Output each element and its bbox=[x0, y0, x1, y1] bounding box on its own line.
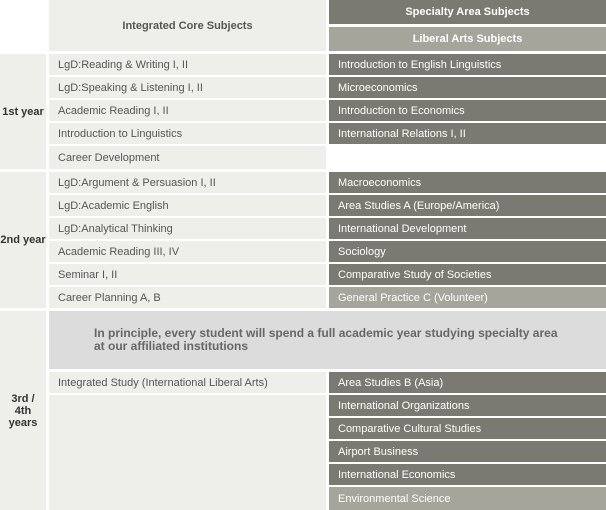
core-subject: Academic Reading I, II bbox=[49, 100, 326, 121]
header-integrated-core-label: Integrated Core Subjects bbox=[122, 19, 253, 32]
liberal-arts-subject: Environmental Science bbox=[329, 487, 606, 510]
notice-banner: In principle, every student will spend a full academic year studying specialty area at our affiliated institutions bbox=[49, 311, 606, 369]
core-subject: LgD:Argument & Persuasion I, II bbox=[49, 172, 326, 193]
core-subject: Introduction to Linguistics bbox=[49, 123, 326, 144]
header-liberal-arts bbox=[329, 27, 606, 51]
year-label-1st bbox=[0, 54, 46, 169]
core-subject: Seminar I, II bbox=[49, 264, 326, 285]
specialty-subject: International Development bbox=[329, 218, 606, 239]
year-label-text: 3rd / 4th years bbox=[8, 392, 38, 429]
core-subject: LgD:Analytical Thinking bbox=[49, 218, 326, 239]
core-subject: LgD:Academic English bbox=[49, 195, 326, 216]
year-label-2nd bbox=[0, 172, 46, 308]
specialty-subject: Area Studies B (Asia) bbox=[329, 372, 606, 393]
specialty-subject: Sociology bbox=[329, 241, 606, 262]
empty-cell bbox=[49, 395, 326, 510]
core-subject: Integrated Study (International Liberal Arts) bbox=[49, 372, 326, 393]
specialty-subject: Macroeconomics bbox=[329, 172, 606, 193]
year-label-3rd-4th bbox=[0, 311, 46, 510]
liberal-arts-subject: General Practice C (Volunteer) bbox=[329, 287, 606, 308]
specialty-subject: International Economics bbox=[329, 464, 606, 485]
core-subject: LgD:Reading & Writing I, II bbox=[49, 54, 326, 75]
specialty-subject: International Organizations bbox=[329, 395, 606, 416]
specialty-subject: Comparative Study of Societies bbox=[329, 264, 606, 285]
specialty-subject: Airport Business bbox=[329, 441, 606, 462]
year-label-text: 1st year bbox=[2, 105, 44, 118]
core-subject: Career Planning A, B bbox=[49, 287, 326, 308]
specialty-subject: Introduction to Economics bbox=[329, 100, 606, 121]
header-specialty-area-label: Specialty Area Subjects bbox=[405, 6, 530, 18]
header-liberal-arts-label: Liberal Arts Subjects bbox=[412, 33, 523, 45]
specialty-subject: International Relations I, II bbox=[329, 123, 606, 144]
core-subject: LgD:Speaking & Listening I, II bbox=[49, 77, 326, 98]
year-label-text: 2nd year bbox=[0, 234, 46, 246]
header-specialty-area bbox=[329, 0, 606, 24]
header-integrated-core bbox=[49, 0, 326, 51]
specialty-subject: Comparative Cultural Studies bbox=[329, 418, 606, 439]
core-subject: Career Development bbox=[49, 146, 326, 169]
specialty-subject: Area Studies A (Europe/America) bbox=[329, 195, 606, 216]
specialty-subject: Introduction to English Linguistics bbox=[329, 54, 606, 75]
core-subject: Academic Reading III, IV bbox=[49, 241, 326, 262]
specialty-subject: Microeconomics bbox=[329, 77, 606, 98]
